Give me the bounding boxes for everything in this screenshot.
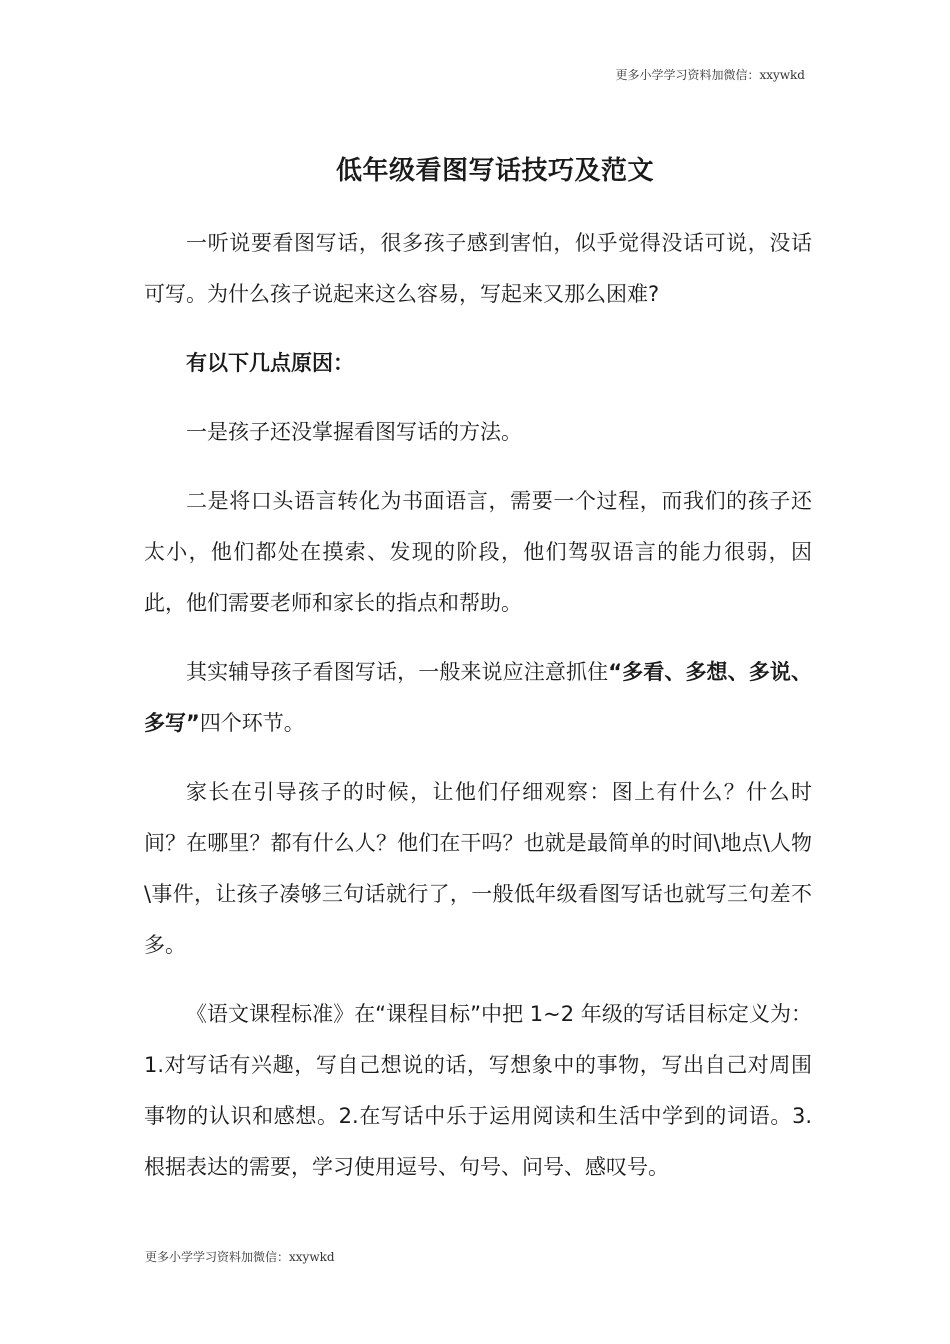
- four-steps-lead: 其实辅导孩子看图写话，一般来说应注意抓住: [186, 660, 609, 684]
- footer-note: 更多小学学习资料加微信：xxywkd: [145, 1250, 335, 1264]
- paragraph-reason-one: 一是孩子还没掌握看图写话的方法。: [186, 420, 522, 444]
- paragraph-four-steps: [144, 647, 812, 749]
- paragraph-curriculum-standard: 《语文课程标准》在“课程目标”中把 1~2 年级的写话目标定义为：1.对写话有兴趣，写自己想说的话，写想象中的事物，写出自己对周围事物的认识和感想。2.在写话中乐于运用阅读和生活中学到的词语。3.根据表达的需要，学习使用逗号、句号、问号、感叹号。: [144, 1002, 812, 1179]
- paragraph-intro: 一听说要看图写话，很多孩子感到害怕，似乎觉得没话可说，没话可写。为什么孩子说起来这么容易，写起来又那么困难?: [144, 231, 812, 306]
- document-body: [144, 218, 812, 1193]
- four-steps-tail: 四个环节。: [199, 711, 305, 735]
- paragraph-guidance: 家长在引导孩子的时候，让他们仔细观察：图上有什么？什么时间？在哪里？都有什么人？他们在干吗？也就是最简单的时间\地点\人物\事件，让孩子凑够三句话就行了，一般低年级看图写话也就写三句差不多。: [144, 780, 812, 957]
- four-steps-emphasis: “多看、多想、多说、多写”: [144, 660, 812, 735]
- header-note: 更多小学学习资料加微信：xxywkd: [615, 68, 805, 82]
- paragraph-reason-two: 二是将口头语言转化为书面语言，需要一个过程，而我们的孩子还太小，他们都处在摸索、发现的阶段，他们驾驭语言的能力很弱，因此，他们需要老师和家长的指点和帮助。: [144, 489, 812, 615]
- paragraph-reasons-heading: 有以下几点原因：: [186, 351, 354, 375]
- document-title: 低年级看图写话技巧及范文: [335, 156, 654, 186]
